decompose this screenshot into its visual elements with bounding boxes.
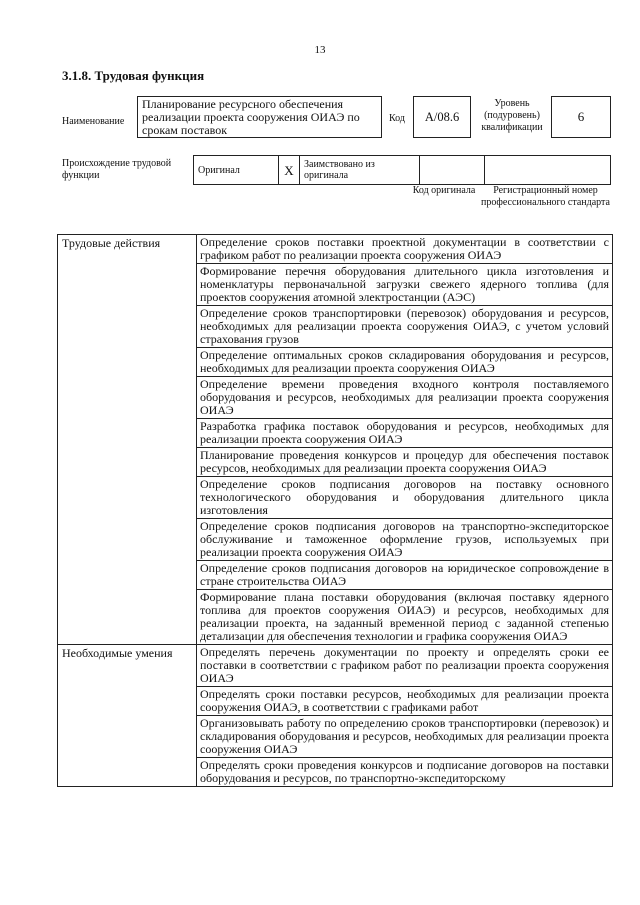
code-box: А/08.6 [413, 96, 471, 138]
table-cell-item: Определение сроков поставки проектной документации в соответствии с графиком работ по реализации проекта сооружения ОИАЭ [197, 235, 613, 264]
section-title: 3.1.8. Трудовая функция [62, 68, 205, 83]
original-label: Оригинал [194, 156, 279, 185]
table-cell-item: Определение времени проведения входного контроля поставляемого оборудования и ресурсов, необходимых для реализации проекта сооружения ОИАЭ [197, 377, 613, 419]
table-cell-item: Определять сроки поставки ресурсов, необходимых для реализации проекта сооружения ОИАЭ, в соответствии с графиками работ [197, 687, 613, 716]
original-code-cell [420, 156, 485, 185]
table-cell-item: Определять сроки проведения конкурсов и подписание договоров на поставки оборудования и ресурсов, по транспортно-экспедиторскому [197, 758, 613, 787]
original-mark: X [279, 156, 300, 185]
labor-function-table [57, 234, 613, 787]
origin-table [193, 155, 611, 185]
reg-number-cell [485, 156, 611, 185]
borrowed-label: Заимствовано из оригинала [300, 156, 420, 185]
code-label: Код [389, 113, 405, 124]
section-title-cell: Необходимые умения [58, 645, 197, 787]
origin-label: Происхождение трудовой функции [62, 158, 172, 181]
name-label: Наименование [62, 116, 125, 127]
level-label: Уровень (подуровень) квалификации [481, 98, 543, 133]
table-cell-item: Определение сроков подписания договоров на поставку основного технологического оборудования и оборудования длительного цикла изготовления [197, 477, 613, 519]
section-title-cell: Трудовые действия [58, 235, 197, 645]
page-number: 13 [314, 44, 326, 56]
table-cell-item: Формирование перечня оборудования длительного цикла изготовления и номенклатуры первоначальной загрузки свежего ядерного топлива (для проектов сооружения атомной электростанции (АЭС) [197, 264, 613, 306]
function-name-box: Планирование ресурсного обеспечения реализации проекта сооружения ОИАЭ по срокам поставок [137, 96, 382, 138]
table-cell-item: Определение оптимальных сроков складирования оборудования и ресурсов, необходимых для реализации проекта сооружения ОИАЭ [197, 348, 613, 377]
table-cell-item: Определение сроков подписания договоров на транспортно-экспедиторское обслуживание и таможенное оформление грузов, используемых при реализации проекта сооружения ОИАЭ [197, 519, 613, 561]
original-code-caption: Код оригинала [412, 185, 476, 196]
table-cell-item: Разработка графика поставок оборудования и ресурсов, необходимых для реализации проекта сооружения ОИАЭ [197, 419, 613, 448]
table-cell-item: Определение сроков подписания договоров на юридическое сопровождение в стране строительства ОИАЭ [197, 561, 613, 590]
table-cell-item: Формирование плана поставки оборудования (включая поставку ядерного топлива для проектов сооружения ОИАЭ) и ресурсов, необходимых для реализации проекта, на заданный временной период с заданной степенью детализации для обеспечения технологии и графика сооружения ОИАЭ [197, 590, 613, 645]
reg-number-caption: Регистрационный номер профессионального стандарта [481, 185, 610, 208]
table-cell-item: Организовывать работу по определению сроков транспортировки (перевозок) и складирования оборудования и ресурсов, необходимых для реализации проекта сооружения ОИАЭ [197, 716, 613, 758]
level-box: 6 [551, 96, 611, 138]
table-cell-item: Определение сроков транспортировки (перевозок) оборудования и ресурсов, необходимых для реализации проекта сооружения ОИАЭ, с учетом условий страхования грузов [197, 306, 613, 348]
table-cell-item: Определять перечень документации по проекту и определять сроки ее поставки в соответствии с графиком работ по реализации проекта сооружения ОИАЭ [197, 645, 613, 687]
table-row [58, 645, 613, 687]
table-row [58, 235, 613, 264]
table-cell-item: Планирование проведения конкурсов и процедур для обеспечения поставок ресурсов, необходимых для реализации проекта сооружения ОИАЭ [197, 448, 613, 477]
